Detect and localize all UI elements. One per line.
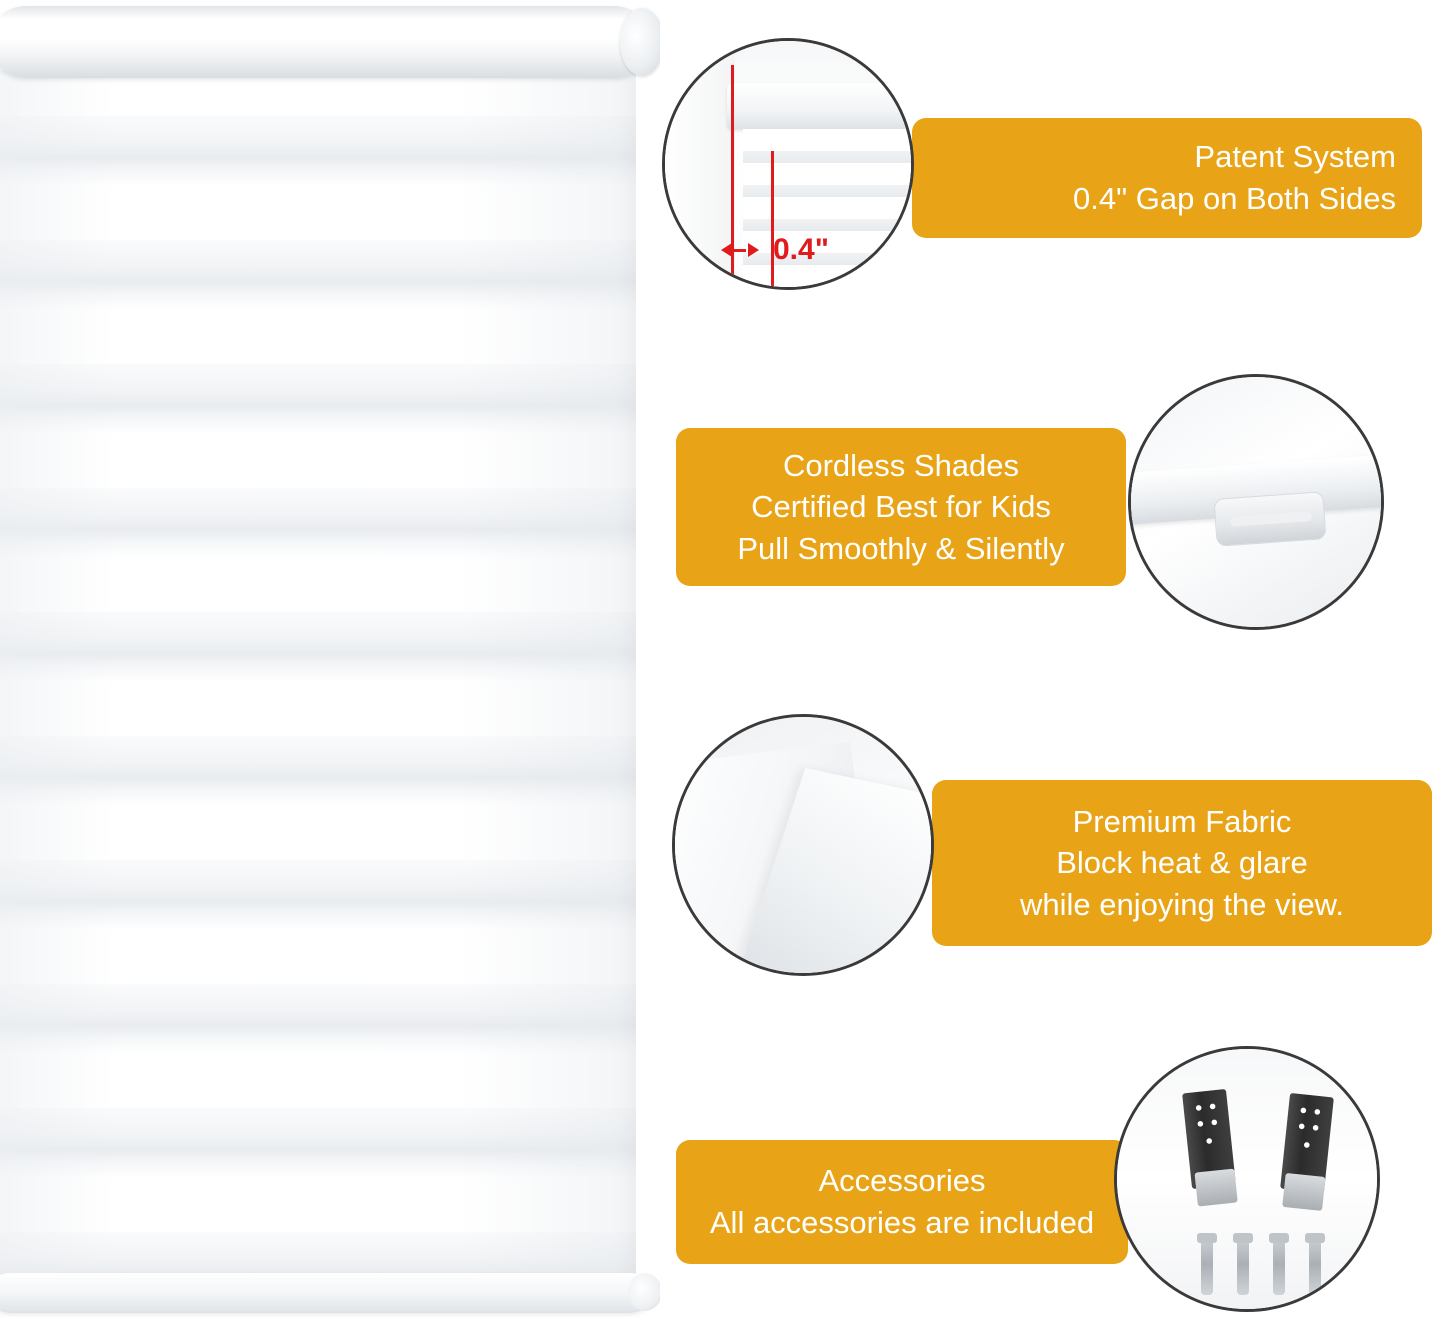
screw bbox=[1237, 1239, 1249, 1295]
bubble-photo bbox=[1131, 377, 1381, 627]
callout-patent-system bbox=[912, 118, 1422, 238]
gap-measurement-label: 0.4" bbox=[773, 233, 829, 266]
bubble-photo bbox=[1117, 1049, 1377, 1309]
shade-bottom-rail-endcap bbox=[628, 1273, 660, 1311]
arrow-right-icon bbox=[748, 243, 759, 257]
screw bbox=[1309, 1239, 1321, 1295]
callout-accessories bbox=[676, 1140, 1128, 1264]
screw bbox=[1201, 1239, 1213, 1295]
photo-bubble-patent-system bbox=[662, 38, 914, 290]
bracket-holes bbox=[1192, 1100, 1224, 1158]
callout-line: 0.4" Gap on Both Sides bbox=[1073, 181, 1396, 216]
shade-bottom-rail bbox=[0, 1273, 650, 1313]
callout-line: Patent System bbox=[1194, 139, 1396, 175]
callout-line: Block heat & glare bbox=[1056, 845, 1308, 881]
bubble-photo bbox=[675, 717, 931, 973]
shade-headrail bbox=[0, 6, 650, 78]
callout-premium-fabric bbox=[932, 780, 1432, 946]
bubble-photo bbox=[665, 41, 911, 287]
callout-line: Accessories bbox=[818, 1163, 986, 1199]
zebra-shade-fabric bbox=[0, 70, 636, 1300]
shade-headrail-endcap bbox=[620, 8, 660, 76]
photo-bubble-accessories bbox=[1114, 1046, 1380, 1312]
callout-line: Cordless Shades bbox=[782, 447, 1020, 483]
measurement-line-right bbox=[771, 151, 774, 290]
shade-headrail-closeup bbox=[727, 83, 914, 129]
measurement-bar bbox=[732, 249, 746, 252]
product-photo bbox=[0, 0, 660, 1331]
callout-line: All accessories are included bbox=[709, 1205, 1095, 1240]
mounting-bracket-left bbox=[1182, 1089, 1236, 1189]
gap-measurement bbox=[721, 233, 914, 267]
callout-line: Premium Fabric bbox=[1072, 803, 1292, 839]
callout-line: while enjoying the view. bbox=[1020, 886, 1344, 922]
mounting-bracket-right bbox=[1280, 1093, 1334, 1193]
callout-line: Pull Smoothly & Silently bbox=[737, 530, 1065, 566]
callout-cordless-shades bbox=[676, 428, 1126, 586]
photo-bubble-premium-fabric bbox=[672, 714, 934, 976]
photo-bubble-cordless-shades bbox=[1128, 374, 1384, 630]
cordless-pull-handle bbox=[1213, 491, 1326, 547]
callout-line: Certified Best for Kids bbox=[751, 489, 1051, 525]
arrow-left-icon bbox=[721, 243, 732, 257]
bracket-holes bbox=[1292, 1104, 1324, 1162]
screw bbox=[1273, 1239, 1285, 1295]
